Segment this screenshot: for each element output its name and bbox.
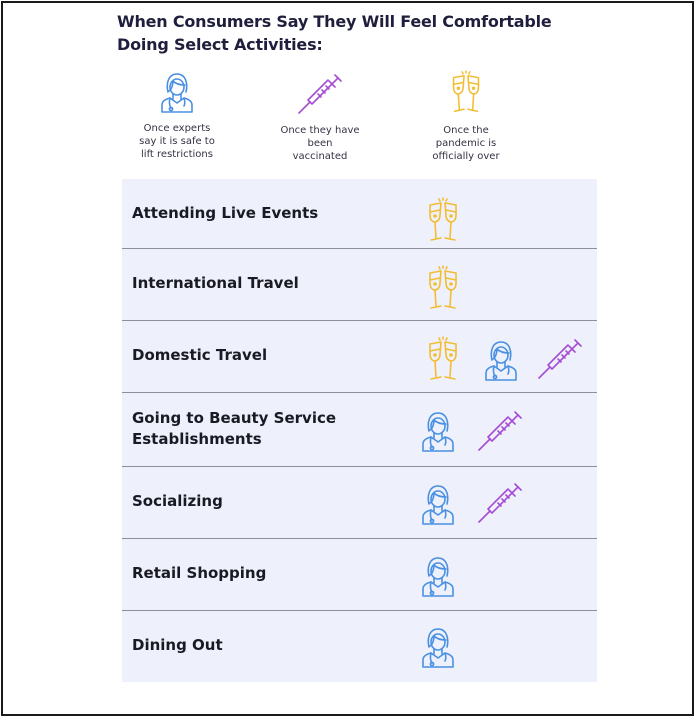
table-row-retail-shopping bbox=[122, 539, 597, 611]
row-label: Retail Shopping bbox=[132, 564, 267, 582]
legend-item-pandemic-over bbox=[411, 70, 521, 163]
title-line-2: Doing Select Activities: bbox=[117, 35, 323, 54]
table-row-international-travel bbox=[122, 249, 597, 321]
legend-item-vaccinated bbox=[265, 72, 375, 163]
champagne-icon bbox=[449, 70, 483, 116]
syringe-icon bbox=[476, 481, 524, 525]
doctor-icon bbox=[420, 625, 456, 669]
syringe-icon bbox=[536, 337, 584, 381]
infographic-title bbox=[117, 10, 552, 56]
row-label: International Travel bbox=[132, 274, 299, 292]
doctor-icon bbox=[483, 338, 519, 382]
legend-label-pandemic-over: Once the pandemic is officially over bbox=[432, 125, 500, 162]
title-line-1: When Consumers Say They Will Feel Comfortable bbox=[117, 12, 552, 31]
syringe-icon bbox=[476, 409, 524, 453]
activity-table bbox=[122, 179, 597, 682]
row-label: Attending Live Events bbox=[132, 204, 319, 222]
doctor-icon bbox=[420, 409, 456, 453]
legend-label-vaccinated: Once they have been vaccinated bbox=[280, 125, 360, 162]
legend-item-experts bbox=[122, 70, 232, 161]
row-label: Domestic Travel bbox=[132, 346, 268, 364]
champagne-icon bbox=[426, 336, 460, 384]
row-label: Socializing bbox=[132, 492, 223, 510]
doctor-icon bbox=[420, 554, 456, 598]
table-row-dining-out bbox=[122, 611, 597, 682]
table-row-socializing bbox=[122, 467, 597, 539]
syringe-icon bbox=[296, 72, 344, 116]
table-row-attending-live-events bbox=[122, 179, 597, 249]
doctor-icon bbox=[159, 70, 195, 114]
legend-label-experts: Once experts say it is safe to lift restrictions bbox=[139, 123, 215, 160]
champagne-icon bbox=[426, 197, 460, 245]
table-row-beauty-service bbox=[122, 393, 597, 467]
champagne-icon bbox=[426, 265, 460, 313]
row-label: Going to Beauty Service Establishments bbox=[132, 409, 337, 448]
doctor-icon bbox=[420, 482, 456, 526]
table-row-domestic-travel bbox=[122, 321, 597, 393]
row-label: Dining Out bbox=[132, 636, 223, 654]
